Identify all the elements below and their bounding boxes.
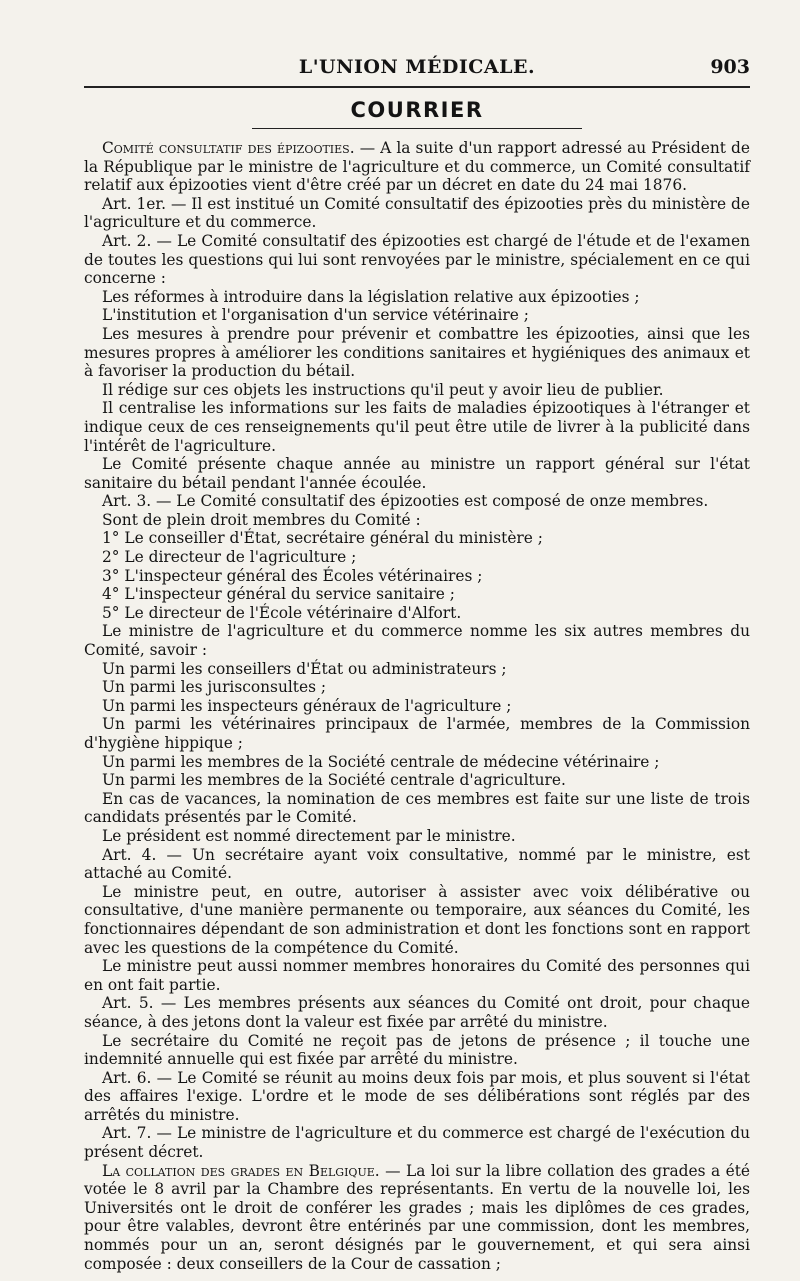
journal-title: L'UNION MÉDICALE.: [298, 56, 536, 78]
paragraph-text: L'institution et l'organisation d'un service vétérinaire ;: [102, 306, 529, 325]
paragraph: [84, 399, 750, 455]
paragraph: [84, 381, 750, 400]
paragraph: [84, 994, 750, 1031]
paragraph-text: Art. 3. — Le Comité consultatif des épizooties est composé de onze membres.: [102, 492, 709, 511]
paragraph-text: Art. 1er. — Il est institué un Comité consultatif des épizooties près du ministère de l'agriculture et du commerce.: [84, 194, 750, 232]
paragraph: [84, 511, 750, 530]
paragraph: [84, 622, 750, 659]
paragraph: [84, 846, 750, 883]
paragraph: [84, 195, 750, 232]
paragraph: [84, 1162, 750, 1274]
paragraph-text: 4° L'inspecteur général du service sanitaire ;: [102, 585, 455, 604]
paragraph-text: En cas de vacances, la nomination de ces membres est faite sur une liste de trois candidats présentés par le Comité.: [84, 789, 750, 827]
paragraph-text: Art. 6. — Le Comité se réunit au moins deux fois par mois, et plus souvent si l'état des affaires l'exige. L'ordre et le mode de ses délibérations sont réglés par des arrêtés du ministre.: [84, 1068, 750, 1124]
paragraph-text: 1° Le conseiller d'État, secrétaire général du ministère ;: [102, 529, 543, 548]
paragraph-text: Un parmi les vétérinaires principaux de l'armée, membres de la Commission d'hygiène hippique ;: [84, 715, 750, 752]
paragraph: [84, 529, 750, 548]
paragraph: [84, 306, 750, 325]
page-number: 903: [710, 56, 750, 78]
paragraph: [84, 697, 750, 716]
paragraph-text: Il rédige sur ces objets les instructions qu'il peut y avoir lieu de publier.: [102, 380, 664, 399]
paragraph: [84, 604, 750, 623]
paragraph-lead: Comité consultatif des épizooties.: [102, 139, 355, 157]
paragraph-text: Art. 2. — Le Comité consultatif des épizooties est chargé de l'étude et de l'examen de toutes les questions qui lui sont renvoyées par le ministre, spécialement en ce qui concerne :: [84, 231, 750, 288]
paragraph: [84, 957, 750, 994]
paragraph-text: 5° Le directeur de l'École vétérinaire d'Alfort.: [102, 603, 462, 622]
paragraph-text: Le président est nommé directement par le ministre.: [102, 826, 516, 845]
paragraph-text: Le secrétaire du Comité ne reçoit pas de jetons de présence ; il touche une indemnité annuelle qui est fixée par arrêté du ministre.: [84, 1031, 750, 1069]
paragraph-text: — A la suite d'un rapport adressé au Président de la République par le ministre de l'agriculture et du commerce, un Comité consultatif relatif aux épizooties vient d'être créé par un décret en date du 24 mai 1876.: [84, 139, 751, 195]
paragraph-lead: La collation des grades en Belgique.: [102, 1161, 380, 1180]
section-title: COURRIER: [350, 98, 484, 122]
paragraph: [84, 771, 750, 790]
paragraph-text: Art. 5. — Les membres présents aux séances du Comité ont droit, pour chaque séance, à des jetons dont la valeur est fixée par arrêté du ministre.: [84, 994, 750, 1031]
paragraph-text: Les réformes à introduire dans la législation relative aux épizooties ;: [102, 287, 640, 306]
paragraph: [84, 139, 750, 195]
paragraph: [84, 585, 750, 604]
paragraph-text: Le ministre peut, en outre, autoriser à assister avec voix délibérative ou consultative, d'une manière permanente ou temporaire, aux séances du Comité, les fonctionnaires dépendant de son administration et dont les fonctions sont en rapport avec les questions de la compétence du Comité.: [84, 882, 750, 957]
paragraph: [84, 1069, 750, 1125]
paragraph-text: Art. 4. — Un secrétaire ayant voix consultative, nommé par le ministre, est attaché au Comité.: [84, 845, 750, 883]
paragraph: [84, 492, 750, 511]
paragraph: [84, 753, 750, 772]
paragraph: [84, 715, 750, 752]
paragraph-text: Il centralise les informations sur les faits de maladies épizootiques à l'étranger et indique ceux de ces renseignements qu'il peut être utile de livrer à la publicité dans l'intérêt de l'agriculture.: [84, 399, 750, 455]
paragraph: [84, 325, 750, 381]
paragraph: [84, 1032, 750, 1069]
paragraph-text: Le Comité présente chaque année au ministre un rapport général sur l'état sanitaire du bétail pendant l'année écoulée.: [84, 455, 750, 492]
paragraph-text: Un parmi les jurisconsultes ;: [102, 678, 327, 697]
paragraph: [84, 883, 750, 957]
section-divider: [252, 128, 582, 129]
paragraph-text: Un parmi les conseillers d'État ou administrateurs ;: [102, 659, 507, 678]
paragraph: [84, 660, 750, 679]
paragraph-text: Art. 7. — Le ministre de l'agriculture et du commerce est chargé de l'exécution du présent décret.: [84, 1124, 750, 1162]
paragraph: [84, 548, 750, 567]
paragraph: [84, 567, 750, 586]
paragraph: [84, 288, 750, 307]
paragraph-text: Les mesures à prendre pour prévenir et combattre les épizooties, ainsi que les mesures propres à améliorer les conditions sanitaires et hygiéniques des animaux et à favoriser la production du bétail.: [84, 324, 750, 381]
paragraph-text: — La loi sur la libre collation des grades a été votée le 8 avril par la Chambre des représentants. En vertu de la nouvelle loi, les Universités ont le droit de conférer les grades ; mais les diplômes de ces grades, pour être valables, devront être entérinés par une commission, dont les membres, nommés pour un an, seront désignés par le gouvernement, et qui sera ainsi composée : deux conseillers de la Cour de cassation ;: [84, 1161, 751, 1273]
paragraph-text: Un parmi les membres de la Société centrale d'agriculture.: [102, 771, 566, 790]
paragraph: [84, 232, 750, 288]
paragraph-text: Un parmi les inspecteurs généraux de l'agriculture ;: [102, 696, 512, 715]
paragraph-text: Un parmi les membres de la Société centrale de médecine vétérinaire ;: [102, 752, 660, 771]
running-header: [84, 52, 750, 88]
paragraph-text: 3° L'inspecteur général des Écoles vétérinaires ;: [102, 566, 483, 585]
paragraph-text: Le ministre de l'agriculture et du commerce nomme les six autres membres du Comité, savoir :: [84, 622, 750, 660]
paragraph-text: 2° Le directeur de l'agriculture ;: [102, 548, 357, 567]
paragraph-text: Le ministre peut aussi nommer membres honoraires du Comité des personnes qui en ont fait partie.: [84, 957, 750, 994]
paragraph: [84, 827, 750, 846]
article-body: [84, 139, 750, 1273]
paragraph: [84, 455, 750, 492]
paragraph: [84, 1124, 750, 1161]
paragraph: [84, 678, 750, 697]
paragraph: [84, 790, 750, 827]
paragraph-text: Sont de plein droit membres du Comité :: [102, 510, 421, 529]
